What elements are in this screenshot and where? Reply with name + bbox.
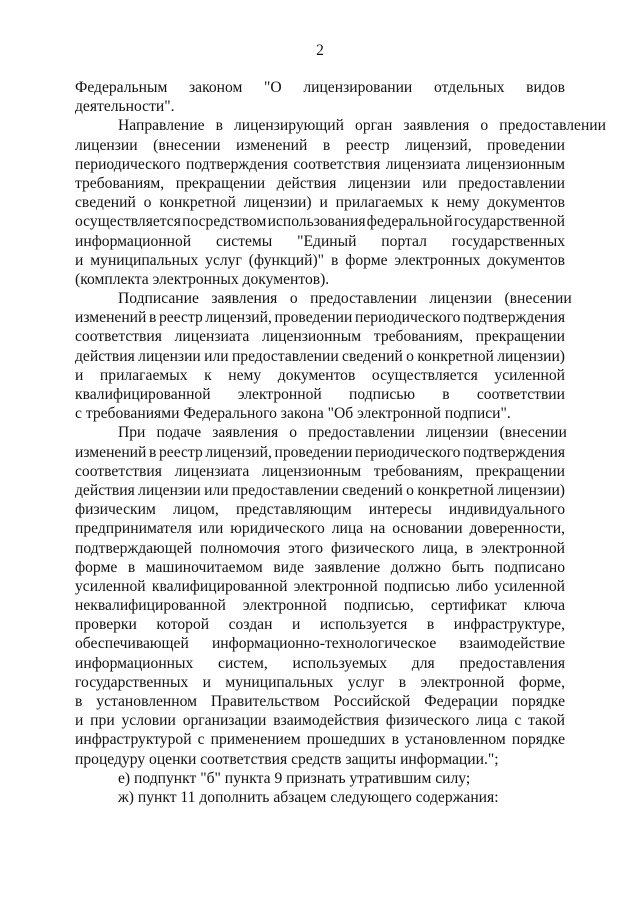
text-line: и муниципальных услуг (функций)" в форме электронных документов [75, 251, 565, 269]
text-line: изменений в реестр лицензий, проведении периодического подтверждения [75, 309, 565, 327]
text-line: подтверждающей полномочия этого физического лица, в электронной [75, 539, 565, 557]
text-line: е) подпункт "б" пункта 9 признать утратившим силу; [118, 769, 471, 787]
text-line: в установленном Правительством Российской Федерации порядке [75, 693, 565, 710]
page-number: 2 [316, 42, 324, 59]
text-line: предпринимателя или юридического лица на основании доверенности, [75, 520, 565, 538]
text-line: форме в машиночитаемом виде заявление должно быть подписано [75, 558, 565, 576]
text-line: и при условии организации взаимодействия физического лица с такой [75, 712, 565, 730]
text-line: и прилагаемых к нему документов осуществляется усиленной [75, 366, 565, 384]
text-line: действия лицензии или предоставлении сведений о конкретной лицензии) [75, 481, 565, 499]
text-line: информационных систем, используемых для предоставления [75, 654, 565, 672]
text-line: изменений в реестр лицензий, проведении периодического подтверждения [75, 443, 565, 461]
document-body [75, 78, 606, 807]
text-line: требованиям, прекращении действия лицензии или предоставлении [75, 174, 565, 192]
text-line: процедуру оценки соответствия средств защиты информации."; [75, 750, 499, 768]
text-line: При подаче заявления о предоставлении лицензии (внесении [118, 424, 567, 442]
text-line: информационной системы "Единый портал государственных [75, 232, 565, 250]
text-line: действия лицензии или предоставлении сведений о конкретной лицензии) [75, 347, 565, 365]
text-line: соответствия лицензиата лицензионным требованиям, прекращении [75, 462, 565, 480]
text-line: неквалифицированной электронной подписью, сертификат ключа [75, 597, 565, 615]
text-line: соответствия лицензиата лицензионным требованиям, прекращении [75, 328, 565, 346]
text-line: осуществляется посредством использования федеральной государственной [75, 213, 565, 231]
text-line: Федеральным законом "О лицензировании отдельных видов [75, 79, 565, 96]
text-line: сведений о конкретной лицензии) и прилагаемых к нему документов [75, 194, 565, 212]
text-line: Направление в лицензирующий орган заявления о предоставлении [118, 117, 606, 135]
text-line: ж) пункт 11 дополнить абзацем следующего содержания: [118, 788, 499, 806]
text-line: Подписание заявления о предоставлении лицензии (внесении [118, 290, 572, 308]
text-line: лицензии (внесении изменений в реестр лицензий, проведении [75, 136, 565, 154]
text-line: проверки которой создан и используется в инфраструктуре, [75, 616, 565, 634]
text-line: деятельности". [75, 98, 175, 116]
text-line: (комплекта электронных документов). [75, 270, 330, 288]
text-line: обеспечивающей информационно-технологическое взаимодействие [75, 635, 565, 653]
text-line: с требованиями Федерального закона "Об электронной подписи". [75, 405, 511, 423]
text-line: государственных и муниципальных услуг в электронной форме, [75, 673, 565, 691]
text-line: квалифицированной электронной подписью в соответствии [75, 386, 565, 403]
text-line: инфраструктурой с применением прошедших в установленном порядке [75, 731, 565, 749]
text-line: периодического подтверждения соответствия лицензиата лицензионным [75, 155, 565, 173]
text-line: усиленной квалифицированной электронной подписью либо усиленной [75, 577, 565, 595]
text-line: физическим лицом, представляющим интересы индивидуального [75, 501, 565, 519]
